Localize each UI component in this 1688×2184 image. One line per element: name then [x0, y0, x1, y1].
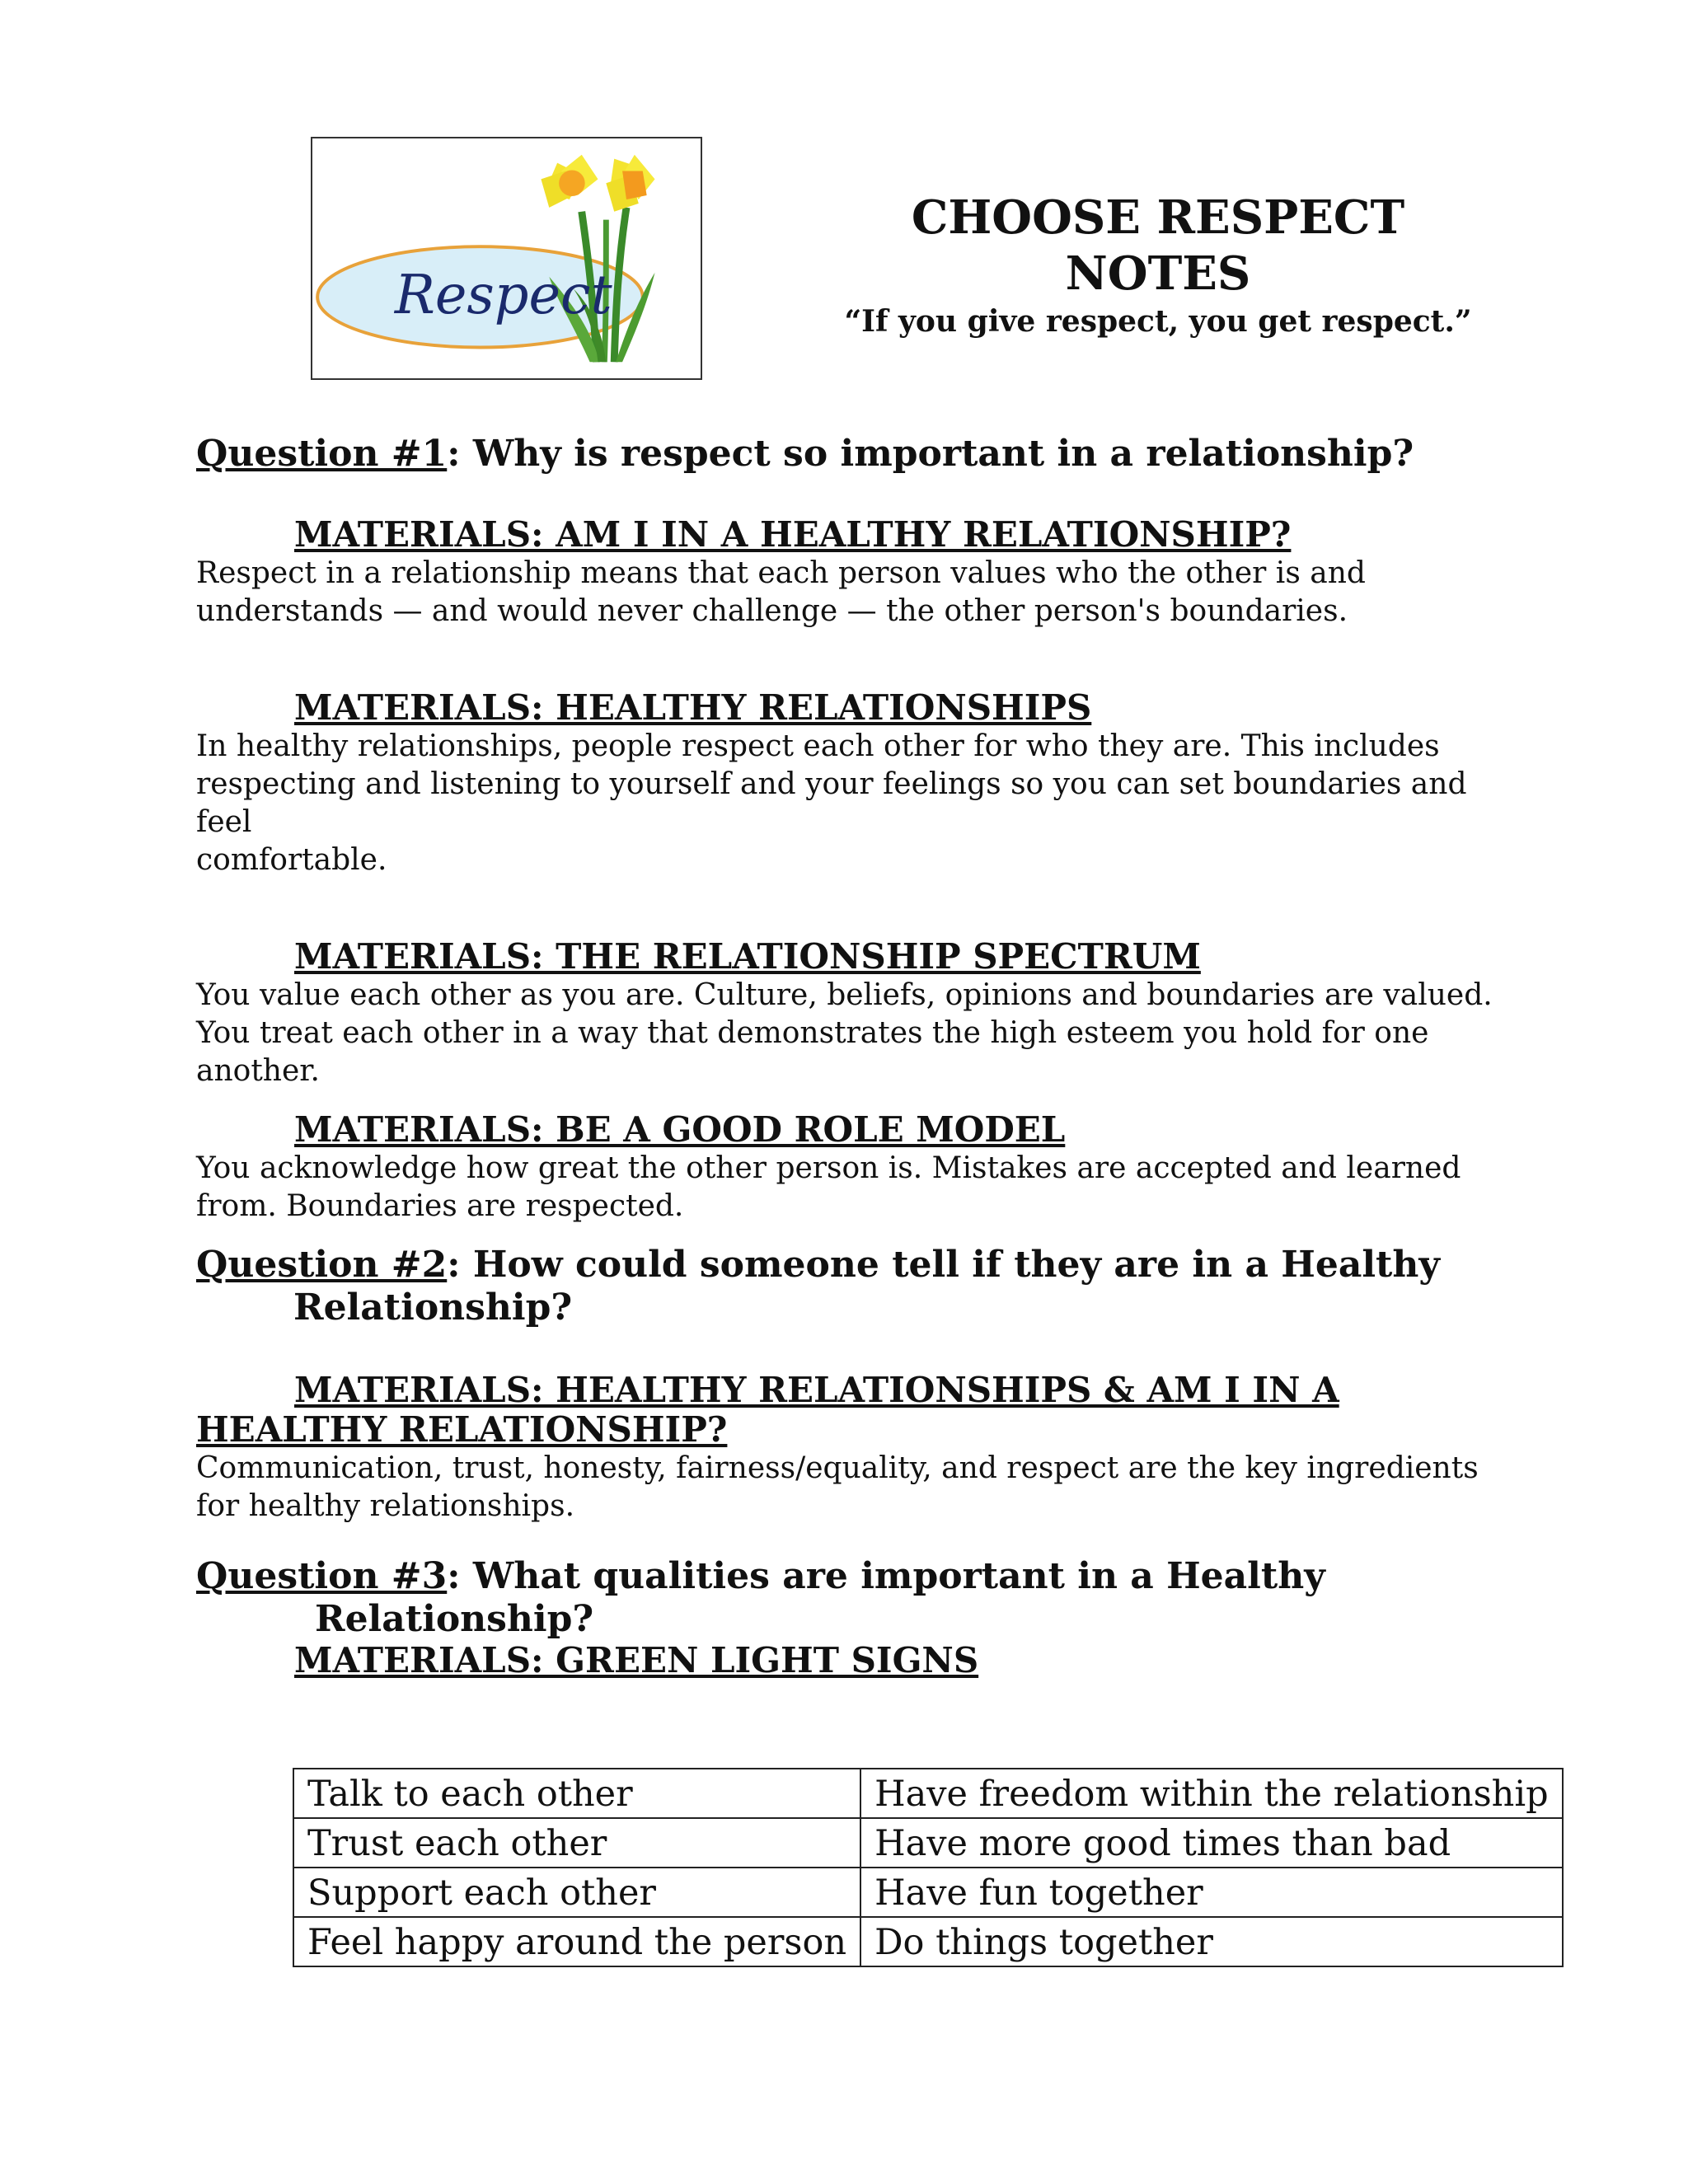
- page-title-line2: NOTES: [1065, 246, 1251, 301]
- question-1-label: Question #1: [196, 433, 448, 475]
- materials-heading: MATERIALS: HEALTHY RELATIONSHIPS & AM I IN A: [294, 1370, 1339, 1410]
- table-cell: Talk to each other: [293, 1769, 860, 1818]
- title-block: [742, 190, 1574, 341]
- daffodil-logo-graphic: [312, 138, 701, 378]
- question-2: [196, 1244, 1531, 1329]
- paragraph-line: You acknowledge how great the other person is. Mistakes are accepted and learned: [196, 1151, 1461, 1185]
- logo-text: Respect: [394, 265, 612, 327]
- table-row: [293, 1868, 1563, 1917]
- page-title-line1: CHOOSE RESPECT: [911, 190, 1405, 245]
- table-row: [293, 1818, 1563, 1868]
- notes-content: [196, 433, 1531, 1680]
- materials-paragraph: [196, 977, 1531, 1090]
- paragraph-line: understands — and would never challenge — the other person's boundaries.: [196, 594, 1348, 628]
- daffodil-right-icon: [606, 155, 654, 212]
- materials-heading: MATERIALS: GREEN LIGHT SIGNS: [294, 1640, 979, 1680]
- question-2-text: : How could someone tell if they are in a Healthy: [447, 1244, 1440, 1286]
- paragraph-line: Communication, trust, honesty, fairness/equality, and respect are the key ingredients: [196, 1451, 1479, 1485]
- table-cell: Have fun together: [860, 1868, 1563, 1917]
- paragraph-line: another.: [196, 1054, 320, 1088]
- paragraph-line: respecting and listening to yourself and your feelings so you can set boundaries and feel: [196, 767, 1467, 839]
- materials-paragraph: [196, 1450, 1531, 1526]
- question-3-text-cont: Relationship?: [315, 1598, 594, 1640]
- materials-heading: MATERIALS: THE RELATIONSHIP SPECTRUM: [294, 936, 1201, 977]
- table-cell: Trust each other: [293, 1818, 860, 1868]
- table-row: [293, 1769, 1563, 1818]
- paragraph-line: Respect in a relationship means that each person values who the other is and: [196, 556, 1366, 590]
- materials-paragraph: [196, 555, 1531, 630]
- table-cell: Do things together: [860, 1917, 1563, 1966]
- question-2-text-cont: Relationship?: [293, 1286, 573, 1329]
- materials-heading: MATERIALS: HEALTHY RELATIONSHIPS: [294, 687, 1092, 728]
- materials-heading-cont: HEALTHY RELATIONSHIP?: [196, 1409, 728, 1450]
- respect-logo: [311, 137, 702, 380]
- paragraph-line: comfortable.: [196, 843, 387, 877]
- table-cell: Support each other: [293, 1868, 860, 1917]
- materials-heading: MATERIALS: BE A GOOD ROLE MODEL: [294, 1109, 1066, 1150]
- table-row: [293, 1917, 1563, 1966]
- question-3-label: Question #3: [196, 1555, 448, 1597]
- page-tagline: “If you give respect, you get respect.”: [844, 304, 1472, 339]
- question-2-label: Question #2: [196, 1244, 448, 1286]
- table-cell: Feel happy around the person: [293, 1917, 860, 1966]
- paragraph-line: You treat each other in a way that demonstrates the high esteem you hold for one: [196, 1016, 1429, 1050]
- paragraph-line: You value each other as you are. Culture, beliefs, opinions and boundaries are valued.: [196, 978, 1493, 1012]
- table-cell: Have freedom within the relationship: [860, 1769, 1563, 1818]
- paragraph-line: from. Boundaries are respected.: [196, 1189, 684, 1223]
- question-3-text: : What qualities are important in a Healthy: [447, 1555, 1325, 1597]
- materials-paragraph: [196, 728, 1531, 879]
- table-cell: Have more good times than bad: [860, 1818, 1563, 1868]
- materials-paragraph: [196, 1150, 1531, 1226]
- question-1-text: : Why is respect so important in a relationship?: [447, 433, 1414, 475]
- daffodil-left-icon: [541, 155, 598, 208]
- green-light-signs-table: [293, 1768, 1564, 1967]
- paragraph-line: for healthy relationships.: [196, 1489, 575, 1523]
- question-1: [196, 433, 1531, 476]
- paragraph-line: In healthy relationships, people respect each other for who they are. This includes: [196, 729, 1440, 763]
- materials-heading: MATERIALS: AM I IN A HEALTHY RELATIONSHIP?: [294, 514, 1292, 555]
- question-3: [196, 1555, 1531, 1641]
